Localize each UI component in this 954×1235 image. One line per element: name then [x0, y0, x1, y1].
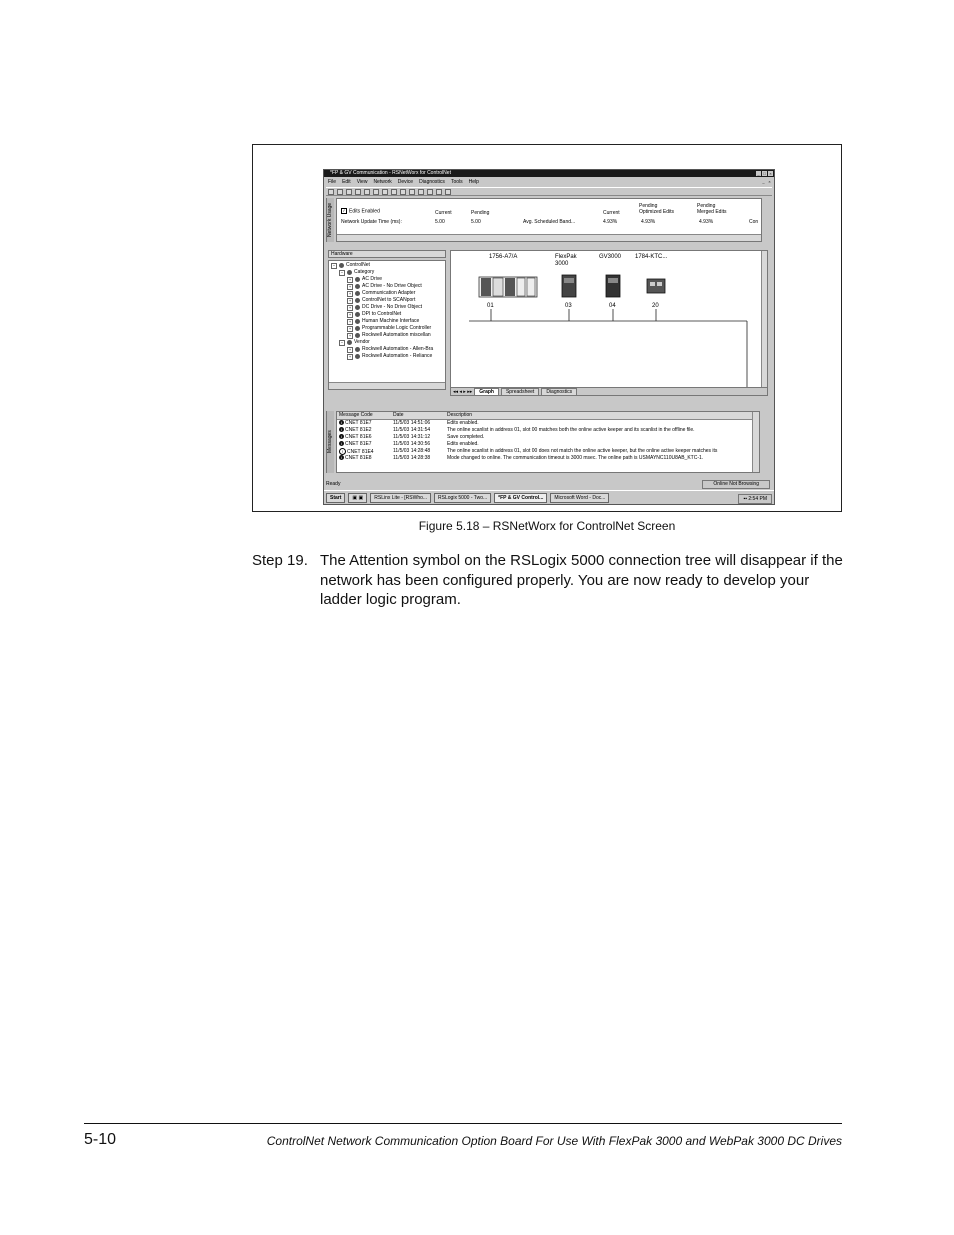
menu-device[interactable]: Device [397, 179, 414, 185]
device-icon [355, 305, 360, 310]
collapse-icon[interactable]: − [332, 262, 336, 268]
header-description[interactable]: Description [447, 412, 473, 418]
info-icon: i [339, 420, 344, 425]
save-icon[interactable] [346, 189, 352, 195]
table-row[interactable]: i CNET 81E8 11/5/03 14:28:38 Mode changed to online. The communication timeout is 3000 msec. The online path is USMAYNC110U8AB_KTC-1. [337, 455, 757, 462]
table-row[interactable]: i CNET 81E2 11/5/03 14:31:54 The online scanlist in address 01, slot 00 matches both the online active keeper and its scanlist in the offline file. [337, 427, 757, 434]
tree-root[interactable]: − ControlNet [332, 262, 370, 268]
flexpak-drive-icon[interactable] [562, 275, 576, 297]
device-icon [355, 277, 360, 282]
help-icon[interactable] [445, 189, 451, 195]
expand-icon[interactable]: + [348, 325, 352, 331]
info-icon: i [339, 441, 344, 446]
device-icon [355, 333, 360, 338]
menu-edit[interactable]: Edit [342, 179, 351, 185]
tree-item[interactable]: + Programmable Logic Controller [348, 325, 432, 331]
network-usage-tab[interactable]: Network Usage [326, 198, 334, 242]
info-icon: i [339, 434, 344, 439]
taskbar-rslogix[interactable]: RSLogix 5000 - Two... [434, 493, 491, 503]
maximize-icon[interactable]: □ [763, 171, 766, 176]
figure-frame [252, 144, 842, 512]
status-ready: Ready [326, 481, 341, 487]
step-text: The Attention symbol on the RSLogix 5000 connection tree will disappear if the network has been configured properly. You are now ready to develop your ladder logic program. [320, 552, 843, 608]
tab-diagnostics[interactable]: Diagnostics [541, 388, 577, 396]
page-number: 5-10 [84, 1131, 117, 1148]
step-label: Step 19. [252, 552, 308, 569]
tree-item[interactable]: + DC Drive - No Drive Object [348, 304, 423, 310]
system-tray [738, 494, 772, 504]
device-label-gv3000: GV3000 [599, 254, 622, 260]
expand-icon[interactable]: + [348, 276, 352, 282]
network-icon [339, 263, 344, 268]
ktc-card-icon[interactable] [647, 279, 665, 293]
messages-pane [326, 406, 772, 476]
header-date[interactable]: Date [393, 412, 404, 418]
start-button[interactable]: Start [326, 493, 345, 503]
print-icon[interactable] [355, 189, 361, 195]
table-row[interactable]: i CNET 81E7 11/5/03 14:51:06 Edits enabled. [337, 420, 757, 427]
expand-icon[interactable]: + [348, 297, 352, 303]
tree-item[interactable]: + DPI to ControlNet [348, 311, 402, 317]
footer-divider [84, 1123, 842, 1124]
new-icon[interactable] [328, 189, 334, 195]
tab-graph[interactable]: Graph [474, 388, 499, 396]
diagnostics-icon[interactable] [427, 189, 433, 195]
update-time-label: Network Update Time (ms): [341, 219, 402, 225]
folder-icon [347, 270, 352, 275]
horizontal-scrollbar[interactable] [337, 234, 761, 241]
horizontal-scrollbar[interactable] [329, 382, 445, 389]
avg-bandwidth-label: Avg. Scheduled Band... [523, 219, 576, 225]
tree-item[interactable]: + ControlNet to SCANport [348, 297, 416, 303]
network-graph [451, 251, 761, 387]
expand-icon[interactable]: + [348, 290, 352, 296]
current-header: Current [435, 210, 452, 216]
warning-icon: ! [339, 448, 346, 455]
menu-file[interactable]: File [328, 179, 337, 185]
chassis-1756-icon[interactable] [479, 277, 537, 297]
network-usage-pane [326, 198, 772, 246]
network-usage-panel [336, 198, 762, 242]
taskbar-rslinx[interactable]: RSLinx Lite - [RSWho... [370, 493, 431, 503]
graph-pane [450, 250, 768, 396]
menu-help[interactable]: Help [468, 179, 479, 185]
tree-vendor[interactable]: − Vendor [340, 339, 370, 345]
network-icon[interactable] [418, 189, 424, 195]
clock: 2:54 PM [748, 496, 767, 502]
quick-launch-icon[interactable]: ▣ ▣ [348, 493, 367, 503]
device-icon [355, 347, 360, 352]
tab-nav-arrows-icon[interactable]: ◂◂ ◂ ▸ ▸▸ [453, 388, 473, 395]
node-address-04: 04 [609, 303, 616, 309]
merged-edits-header: Pending Merged Edits [697, 203, 727, 215]
device-label-1756: 1756-A7/A [489, 254, 518, 260]
folder-icon [347, 340, 352, 345]
expand-icon[interactable]: + [348, 318, 352, 324]
pending-header: Pending [471, 210, 490, 216]
bw-current-header: Current [603, 210, 620, 216]
minimize-icon[interactable]: _ [757, 171, 760, 176]
device-icon [355, 312, 360, 317]
device-icon [355, 354, 360, 359]
tab-spreadsheet[interactable]: Spreadsheet [501, 388, 539, 396]
tree-item[interactable]: + AC Drive - No Drive Object [348, 283, 422, 289]
view-tabs [451, 387, 767, 395]
gv3000-drive-icon[interactable] [606, 275, 620, 297]
cut-icon[interactable] [364, 189, 370, 195]
network-trunk-line [469, 309, 747, 387]
device-icon [355, 298, 360, 303]
collapse-icon[interactable]: − [340, 339, 344, 345]
merged-edits-value: 4.93% [699, 219, 714, 225]
footer-title: ControlNet Network Communication Option Board For Use With FlexPak 3000 and WebPak 3000 DC Drives [266, 1134, 842, 1148]
figure-caption: Figure 5.18 – RSNetWorx for ControlNet Screen [418, 519, 676, 533]
close-icon[interactable]: × [769, 171, 772, 176]
messages-tab[interactable]: Messages [326, 411, 334, 473]
node-address-01: 01 [487, 303, 494, 309]
messages-vertical-scrollbar[interactable] [752, 412, 759, 472]
properties-icon[interactable] [436, 189, 442, 195]
tree-category[interactable]: − Category [340, 269, 375, 275]
table-row[interactable]: i CNET 81E6 11/5/03 14:31:12 Save completed. [337, 434, 757, 441]
optimized-edits-value: 4.93% [641, 219, 656, 225]
rsnetworx-screenshot [323, 169, 775, 505]
tree-item[interactable]: + AC Drive [348, 276, 383, 282]
tree-item[interactable]: + Rockwell Automation miscellan [348, 332, 431, 338]
zoom-icon[interactable] [409, 189, 415, 195]
paste-icon[interactable] [382, 189, 388, 195]
menu-diagnostics[interactable]: Diagnostics [419, 179, 445, 185]
expand-icon[interactable]: + [348, 304, 352, 310]
node-address-03: 03 [565, 303, 572, 309]
status-online: Online Not Browsing [702, 480, 770, 489]
edits-enabled-checkbox[interactable]: ✓ Edits Enabled [342, 208, 380, 215]
tray-icons-icon[interactable]: ▪▪ [743, 496, 749, 502]
collapse-icon[interactable]: − [340, 269, 344, 275]
step-paragraph [252, 551, 852, 610]
expand-icon[interactable]: + [348, 283, 352, 289]
menu-tools[interactable]: Tools [450, 179, 463, 185]
checkmark-icon: ✓ [342, 208, 346, 213]
messages-header-row [337, 412, 757, 420]
mdi-close-icon[interactable]: × [768, 179, 771, 184]
menu-view[interactable]: View [356, 179, 368, 185]
copy-icon[interactable] [373, 189, 379, 195]
hardware-pane [326, 250, 448, 396]
truncated-column-label: Con [749, 219, 759, 225]
expand-icon[interactable]: + [348, 346, 352, 352]
info-icon: i [339, 455, 344, 460]
device-icon [355, 319, 360, 324]
device-label-ktc: 1784-KTC... [635, 254, 668, 260]
taskbar-word[interactable]: Microsoft Word - Doc... [550, 493, 609, 503]
device-label-flexpak: FlexPak 3000 [555, 254, 577, 267]
tree-item[interactable]: + Communication Adapter [348, 290, 416, 296]
menu-bar [324, 178, 774, 186]
status-bar [324, 480, 774, 488]
table-row[interactable]: ! CNET 81E4 11/5/03 14:28:48 The online scanlist in address 01, slot 00 does not match the online active keeper, but the online active keeper matches its [337, 448, 757, 455]
info-icon: i [339, 427, 344, 432]
expand-icon[interactable]: + [348, 353, 352, 359]
online-icon[interactable] [391, 189, 397, 195]
window-titlebar [324, 170, 774, 177]
node-address-20: 20 [652, 303, 659, 309]
expand-icon[interactable]: + [348, 332, 352, 338]
hardware-tree [328, 260, 446, 390]
device-icon [355, 326, 360, 331]
toolbar [326, 187, 772, 196]
tree-item[interactable]: + Human Machine Interface [348, 318, 420, 324]
open-icon[interactable] [337, 189, 343, 195]
bw-current-value: 4.93% [603, 219, 618, 225]
tree-item[interactable]: + Rockwell Automation - Reliance [348, 353, 433, 359]
optimized-edits-header: Pending Optimized Edits [639, 203, 675, 215]
update-time-current: 5.00 [435, 219, 445, 225]
messages-table [336, 411, 760, 473]
update-time-pending: 5.00 [471, 219, 481, 225]
menu-network[interactable]: Network [373, 179, 392, 185]
table-row[interactable]: i CNET 81E7 11/5/03 14:30:56 Edits enabled. [337, 441, 757, 448]
window-title: *FP & GV Communication - RSNetWorx for ControlNet [330, 170, 451, 176]
expand-icon[interactable]: + [348, 311, 352, 317]
windows-taskbar [324, 490, 774, 504]
header-message-code[interactable]: Message Code [339, 412, 373, 418]
mdi-minimize-icon[interactable]: _ [762, 179, 765, 184]
hardware-header: Hardware [328, 250, 446, 258]
device-icon [355, 284, 360, 289]
graph-vertical-scrollbar[interactable] [761, 251, 767, 387]
tree-item[interactable]: + Rockwell Automation - Allen-Bra [348, 346, 434, 352]
device-icon [355, 291, 360, 296]
taskbar-rsnetworx[interactable]: *FP & GV Control... [494, 493, 547, 503]
browse-icon[interactable] [400, 189, 406, 195]
